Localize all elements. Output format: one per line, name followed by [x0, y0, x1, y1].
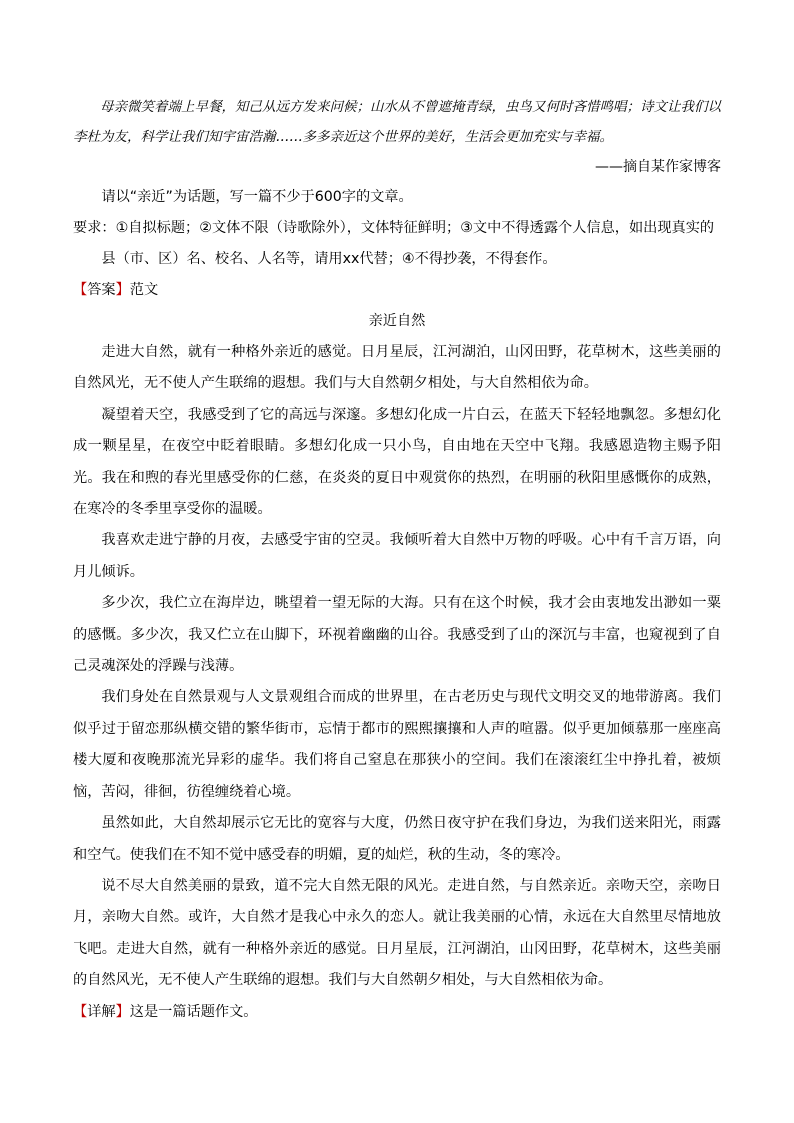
- document-page: [73, 92, 721, 1028]
- answer-after: 范文: [129, 282, 159, 298]
- detail-heading: [73, 997, 721, 1028]
- essay-paragraph: 走进大自然，就有一种格外亲近的感觉。日月星辰，江河湖泊，山冈田野，花草树木，这些美丽的自然风光，无不使人产生联绵的遐想。我们与大自然朝夕相处，与大自然相依为命。: [73, 344, 721, 392]
- writing-prompt: 请以“亲近”为话题，写一篇不少于600字的文章。: [101, 189, 413, 205]
- requirements-line-2: 县（市、区）名、校名、人名等，请用xx代替；④不得抄袭，不得套作。: [101, 251, 557, 267]
- answer-label: 答案: [87, 282, 116, 298]
- detail-label: 详解: [87, 1003, 116, 1020]
- essay-paragraph: 虽然如此，大自然却展示它无比的宽容与大度，仍然日夜守护在我们身边，为我们送来阳光，雨露和空气。使我们在不知不觉中感受春的明媚，夏的灿烂，秋的生动，冬的寒冷。: [73, 815, 721, 863]
- essay-title: 亲近自然: [368, 313, 426, 329]
- essay-paragraph: 我喜欢走进宁静的月夜，去感受宇宙的空灵。我倾听着大自然中万物的呼吸。心中有千言万语，向月儿倾诉。: [73, 532, 721, 580]
- essay-paragraph: 说不尽大自然美丽的景致，道不完大自然无限的风光。走进自然，与自然亲近。亲吻天空，亲吻日月，亲吻大自然。或许，大自然才是我心中永久的恋人。就让我美丽的心情，永远在大自然里尽情地放飞吧。走进大自然，就有一种格外亲近的感觉。日月星辰，江河湖泊，山冈田野，花草树木，这些美丽的自然风光，无不使人产生联绵的遐想。我们与大自然朝夕相处，与大自然相依为命。: [73, 877, 721, 989]
- answer-heading: [73, 275, 721, 306]
- essay-paragraph: 凝望着天空，我感受到了它的高远与深邃。多想幻化成一片白云，在蓝天下轻轻地飘忽。多想幻化成一颗星星，在夜空中眨着眼睛。多想幻化成一只小鸟，自由地在天空中飞翔。我感恩造物主赐予阳光。我在和煦的春光里感受你的仁慈，在炎炎的夏日中观赏你的热烈，在明丽的秋阳里感慨你的成熟，在寒冷的冬季里享受你的温暖。: [73, 406, 721, 518]
- quote-source: ——摘自某作家博客: [595, 159, 721, 175]
- requirements-line-1: 要求：①自拟标题；②文体不限（诗歌除外），文体特征鲜明；③文中不得透露个人信息，如出现真实的: [73, 220, 715, 236]
- detail-bracket-open: 【: [73, 1003, 88, 1020]
- detail-after: 这是一篇话题作文。: [129, 1003, 258, 1020]
- essay-paragraph: 我们身处在自然景观与人文景观组合而成的世界里，在古老历史与现代文明交叉的地带游离。我们似乎过于留恋那纵横交错的繁华街市，忘情于都市的熙熙攘攘和人声的喧嚣。似乎更加倾慕那一座座高楼大厦和夜晚那流光异彩的虚华。我们将自己窒息在那狭小的空间。我们在滚滚红尘中挣扎着，被烦恼，苦闷，徘徊，彷徨缠绕着心境。: [73, 689, 721, 800]
- answer-bracket-open: 【: [73, 282, 88, 298]
- answer-bracket-close: 】: [115, 282, 130, 298]
- quote-text: 母亲微笑着端上早餐，知己从远方发来问候；山水从不曾遮掩青绿，虫鸟又何时吝惜鸣唱；诗文让我们以李杜为友，科学让我们知宇宙浩瀚……多多亲近这个世界的美好，生活会更加充实与幸福。: [73, 99, 721, 145]
- essay-paragraph: 多少次，我伫立在海岸边，眺望着一望无际的大海。只有在这个时候，我才会由衷地发出渺如一粟的感慨。多少次，我又伫立在山脚下，环视着幽幽的山谷。我感受到了山的深沉与丰富，也窥视到了自己灵魂深处的浮躁与浅薄。: [73, 595, 721, 675]
- detail-bracket-close: 】: [115, 1003, 130, 1020]
